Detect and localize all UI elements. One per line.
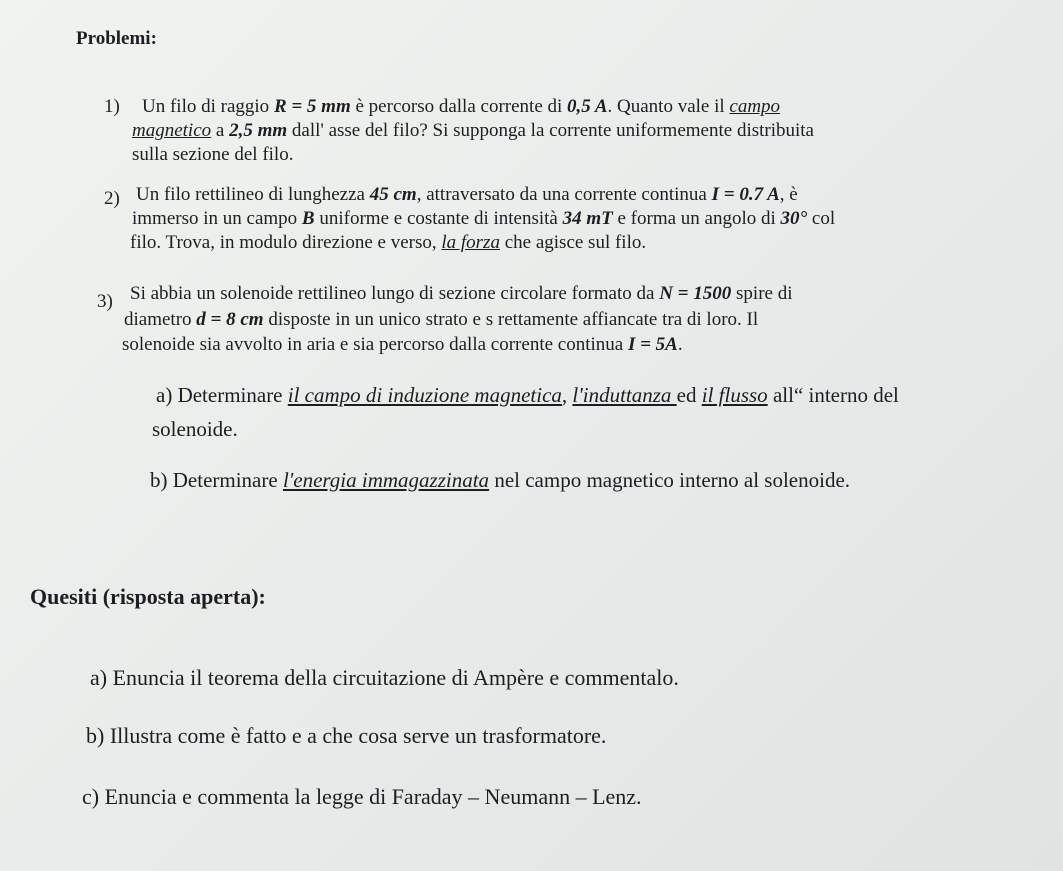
problem-2-line-1: Un filo rettilineo di lunghezza 45 cm, attraversato da una corrente continua I = 0.7 A, è	[136, 184, 798, 205]
question-b: b) Illustra come è fatto e a che cosa serve un trasformatore.	[86, 723, 607, 748]
underlined-term: campo	[729, 96, 781, 117]
problem-3-line-1: Si abbia un solenoide rettilineo lungo di sezione circolare formato da N = 1500 spire di	[130, 283, 793, 304]
problem-1-line-1: Un filo di raggio R = 5 mm è percorso dalla corrente di 0,5 A. Quanto vale il campo	[142, 96, 781, 117]
problem-3-part-a: a) Determinare il campo di induzione magnetica, l'induttanza ed il flusso all“ interno del	[156, 383, 899, 407]
problem-3-part-a-cont: solenoide.	[152, 417, 238, 441]
current-value: 0,5 A	[567, 96, 608, 117]
problem-1-number: 1)	[104, 96, 120, 117]
problem-3-part-b: b) Determinare l'energia immagazzinata nel campo magnetico interno al solenoide.	[150, 468, 851, 492]
questions-heading: Quesiti (risposta aperta):	[30, 584, 266, 609]
problem-2-line-3: filo. Trova, in modulo direzione e verso, la forza che agisce sul filo.	[130, 232, 647, 253]
problem-1-line-2: magnetico a 2,5 mm dall' asse del filo? Si supponga la corrente uniformemente distribuita	[132, 120, 814, 141]
problem-3-number: 3)	[97, 291, 113, 312]
question-c: c) Enuncia e commenta la legge di Faraday – Neumann – Lenz.	[82, 784, 642, 809]
problem-3-line-2: diametro d = 8 cm disposte in un unico strato e s rettamente affiancate tra di loro. Il	[124, 309, 759, 330]
question-a: a) Enuncia il teorema della circuitazione di Ampère e commentalo.	[90, 665, 679, 690]
distance-value: 2,5 mm	[229, 120, 288, 141]
problem-1-line-3: sulla sezione del filo.	[132, 144, 294, 165]
underlined-term: magnetico	[132, 120, 212, 141]
problems-heading: Problemi:	[76, 28, 157, 49]
radius-value: R = 5 mm	[273, 96, 351, 117]
problem-2-line-2: immerso in un campo B uniforme e costante di intensità 34 mT e forma un angolo di 30° col	[132, 208, 836, 229]
problem-3-line-3: solenoide sia avvolto in aria e sia percorso dalla corrente continua I = 5A.	[122, 334, 683, 355]
problem-2-number: 2)	[104, 188, 120, 209]
